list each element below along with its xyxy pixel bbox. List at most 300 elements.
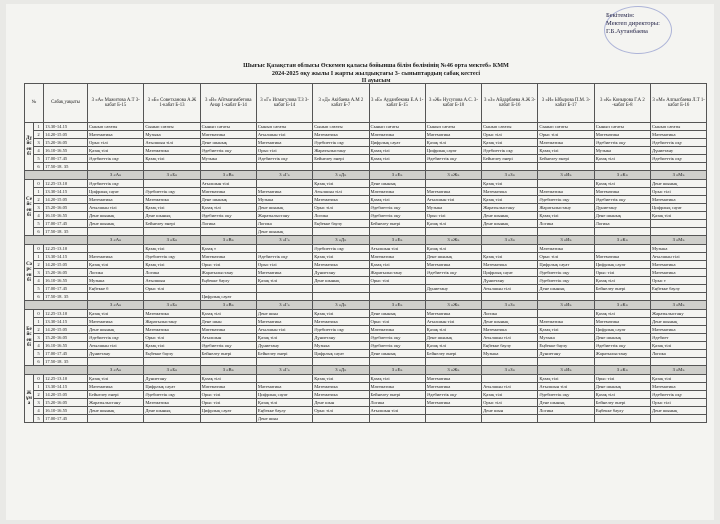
lesson-cell: Қазақ тілі xyxy=(594,277,650,285)
lesson-cell xyxy=(425,293,481,301)
lesson-cell: Әдебиеттік оқу xyxy=(88,155,144,163)
lesson-cell: Орыс тілі xyxy=(144,285,200,293)
lesson-cell xyxy=(650,293,706,301)
subheader-class-label: 3 «Е» xyxy=(369,366,425,375)
lesson-cell: Дене шынық xyxy=(369,180,425,188)
lesson-cell: Әдебиеттік оқу xyxy=(313,139,369,147)
lesson-cell: Математика xyxy=(369,383,425,391)
lesson-time: 16.10-16.55 xyxy=(44,212,88,220)
subheader-class-label: 3 «Е» xyxy=(369,171,425,180)
lesson-cell: Жаратылыстану xyxy=(200,269,256,277)
lesson-cell: Дүниетану xyxy=(313,334,369,342)
lesson-number: 1 xyxy=(34,188,44,196)
lesson-cell: Әдебиеттік оқу xyxy=(256,253,312,261)
lesson-row xyxy=(25,277,707,285)
lesson-number: 4 xyxy=(34,212,44,220)
lesson-cell: Қазақ тілі xyxy=(650,212,706,220)
lesson-cell: Математика xyxy=(425,383,481,391)
lesson-cell: Математика xyxy=(594,188,650,196)
lesson-cell: Әдебиеттік оқу xyxy=(369,342,425,350)
lesson-cell: Математика xyxy=(256,269,312,277)
subheader-class-label: 3 «Д» xyxy=(313,171,369,180)
lesson-cell: Сынып сағаты xyxy=(144,123,200,131)
subheader-class-label: 3 «Г» xyxy=(256,236,312,245)
lesson-cell: Цифрлық сауат xyxy=(482,269,538,277)
lesson-cell: Қазақ тілі xyxy=(144,245,200,253)
lesson-cell: Дене шынық xyxy=(369,310,425,318)
lesson-row xyxy=(25,375,707,383)
lesson-cell: Математика xyxy=(650,269,706,277)
lesson-cell: Бейнелеу өнері xyxy=(594,399,650,407)
lesson-time: 17.50-18. 35 xyxy=(44,163,88,171)
subheader-class-label: 3 «Г» xyxy=(256,301,312,310)
lesson-number: 1 xyxy=(34,318,44,326)
lesson-cell: Дене шынық xyxy=(594,383,650,391)
lesson-cell: Дене шынық xyxy=(482,220,538,228)
lesson-cell: Логика xyxy=(482,310,538,318)
lesson-cell: Логика xyxy=(594,220,650,228)
lesson-cell: Математика xyxy=(538,318,594,326)
lesson-cell xyxy=(200,163,256,171)
lesson-cell: Еңбекке баулу xyxy=(650,285,706,293)
lesson-cell xyxy=(538,358,594,366)
lesson-cell: Дүниетану xyxy=(313,269,369,277)
lesson-cell: Қазақ тілі xyxy=(369,196,425,204)
lesson-number: 3 xyxy=(34,269,44,277)
lesson-cell: Жаратылыстану xyxy=(650,310,706,318)
lesson-cell: Қазақ тілі xyxy=(200,204,256,212)
lesson-cell: Цифрлық сауат xyxy=(200,293,256,301)
lesson-cell: Әдебиеттік оқу xyxy=(313,326,369,334)
lesson-number: 6 xyxy=(34,163,44,171)
subheader-class-label: 3 «Г» xyxy=(256,366,312,375)
col-class-header: 3 «Е» Ауданбекова Е.А 1-кабат Б-15 xyxy=(369,84,425,123)
lesson-cell: Қазақ тілі xyxy=(482,180,538,188)
lesson-cell xyxy=(88,293,144,301)
lesson-row xyxy=(25,318,707,326)
subheader-class-label: 3 «Д» xyxy=(313,366,369,375)
lesson-cell: Математика xyxy=(425,310,481,318)
lesson-number: 4 xyxy=(34,277,44,285)
day-label: Сейсенбі xyxy=(25,180,34,236)
lesson-row xyxy=(25,139,707,147)
subheader-class-label: 3 «З» xyxy=(482,236,538,245)
lesson-cell xyxy=(650,358,706,366)
lesson-cell xyxy=(594,293,650,301)
lesson-cell: Математика xyxy=(256,383,312,391)
lesson-cell: Қазақ тілі xyxy=(594,310,650,318)
lesson-number: 4 xyxy=(34,407,44,415)
lesson-cell: Дене шынық xyxy=(200,139,256,147)
lesson-cell: Дүниетану xyxy=(482,277,538,285)
lesson-cell xyxy=(369,163,425,171)
lesson-cell: Математика xyxy=(313,318,369,326)
lesson-cell xyxy=(425,415,481,423)
schedule-body xyxy=(25,123,707,423)
lesson-row xyxy=(25,285,707,293)
lesson-cell: Сынып сағаты xyxy=(200,123,256,131)
lesson-cell: Қазақ тілі xyxy=(650,375,706,383)
class-subheader-row xyxy=(25,301,707,310)
lesson-cell: Еңбекке баулу xyxy=(313,220,369,228)
lesson-cell xyxy=(369,228,425,236)
lesson-cell: Орыс тілі xyxy=(538,253,594,261)
lesson-cell: Әдебиеттік оқу xyxy=(313,245,369,253)
lesson-cell: Қазақ тілі xyxy=(538,147,594,155)
lesson-cell xyxy=(594,245,650,253)
lesson-cell: Логика xyxy=(313,212,369,220)
lesson-row xyxy=(25,147,707,155)
lesson-cell: Дене шынық xyxy=(88,220,144,228)
lesson-cell xyxy=(650,163,706,171)
lesson-row xyxy=(25,204,707,212)
title-line1: Шығыс Қазақстан облысы Өскемен қаласы бойынша білім бөлімінің №46 орта мектеб» КММ xyxy=(243,62,509,69)
lesson-number: 0 xyxy=(34,180,44,188)
lesson-cell: Дене шын xyxy=(482,407,538,415)
lesson-cell: Дене шынық xyxy=(369,350,425,358)
lesson-cell: Қазақ тілі xyxy=(313,253,369,261)
lesson-cell: Дене шынық xyxy=(88,407,144,415)
lesson-cell: Әдебиеттік оқу xyxy=(144,253,200,261)
lesson-time: 17.50-18. 35 xyxy=(44,228,88,236)
lesson-cell: Орыс тілі xyxy=(200,391,256,399)
subheader-class-label: 3 «И» xyxy=(538,366,594,375)
day-label: Дүйсенбі xyxy=(25,123,34,171)
lesson-cell: Бейнелеу өнері xyxy=(425,350,481,358)
lesson-cell: Математика xyxy=(538,188,594,196)
lesson-time: 15.20-16.05 xyxy=(44,204,88,212)
lesson-cell: Математика xyxy=(650,131,706,139)
lesson-cell: Дене шынық xyxy=(594,212,650,220)
lesson-cell: Математика xyxy=(313,261,369,269)
lesson-cell: Музыка xyxy=(594,147,650,155)
lesson-time: 17.00-17.45 xyxy=(44,220,88,228)
lesson-cell: Математика xyxy=(594,131,650,139)
lesson-row xyxy=(25,293,707,301)
lesson-cell: Логика xyxy=(144,269,200,277)
lesson-cell: Әдебиеттік оқу xyxy=(425,269,481,277)
lesson-cell: Дене шынық xyxy=(144,212,200,220)
lesson-cell: Орыс тілі xyxy=(482,131,538,139)
lesson-cell xyxy=(482,228,538,236)
lesson-cell: Орыс тілі xyxy=(200,261,256,269)
lesson-row xyxy=(25,310,707,318)
lesson-cell: Бейнелеу өнері xyxy=(369,220,425,228)
lesson-cell xyxy=(538,228,594,236)
lesson-cell xyxy=(144,180,200,188)
lesson-cell: Математика xyxy=(650,326,706,334)
lesson-cell: Орыс тілі xyxy=(650,188,706,196)
lesson-cell: Математика xyxy=(369,131,425,139)
lesson-cell: Математика xyxy=(200,253,256,261)
lesson-cell: Әдебиеттік оқу xyxy=(538,269,594,277)
lesson-cell: Орыс тілі xyxy=(594,269,650,277)
lesson-cell: Ағылшын тілі xyxy=(482,285,538,293)
lesson-cell: Дене шынық xyxy=(88,212,144,220)
lesson-cell xyxy=(313,285,369,293)
lesson-cell: Әдебиеттік оқу xyxy=(88,180,144,188)
lesson-cell xyxy=(594,358,650,366)
lesson-cell: Математика xyxy=(88,131,144,139)
lesson-cell xyxy=(256,180,312,188)
subheader-class-label: 3 «Б» xyxy=(144,366,200,375)
lesson-cell xyxy=(369,285,425,293)
lesson-cell xyxy=(425,277,481,285)
lesson-cell: Математика xyxy=(369,188,425,196)
lesson-cell: Дене шынық xyxy=(650,318,706,326)
lesson-cell: Математика xyxy=(313,383,369,391)
lesson-cell: Ағылшын тілі xyxy=(369,407,425,415)
lesson-cell: Музыка xyxy=(482,350,538,358)
subheader-class-label: 3 «Г» xyxy=(256,171,312,180)
lesson-cell xyxy=(313,358,369,366)
lesson-cell xyxy=(144,228,200,236)
lesson-cell: Музыка xyxy=(425,204,481,212)
subheader-blank xyxy=(25,236,88,245)
subheader-class-label: 3 «В» xyxy=(200,171,256,180)
subheader-class-label: 3 «З» xyxy=(482,171,538,180)
subheader-class-label: 3 «И» xyxy=(538,171,594,180)
lesson-cell: Математика xyxy=(369,326,425,334)
lesson-cell: Математика xyxy=(650,196,706,204)
lesson-cell xyxy=(538,163,594,171)
lesson-cell: Цифрлық сауат xyxy=(369,139,425,147)
lesson-row xyxy=(25,212,707,220)
lesson-cell: Логика xyxy=(200,220,256,228)
lesson-cell: Сынып сағаты xyxy=(88,123,144,131)
lesson-row xyxy=(25,326,707,334)
lesson-cell: Математика xyxy=(425,131,481,139)
lesson-cell: Ағылшын тілі xyxy=(256,326,312,334)
lesson-cell: Математика xyxy=(144,310,200,318)
day-label: Сәрсенбі xyxy=(25,245,34,301)
lesson-cell: Қазақ тілі xyxy=(538,375,594,383)
lesson-row xyxy=(25,180,707,188)
lesson-cell xyxy=(425,407,481,415)
lesson-cell: Әдебиеттік оқу xyxy=(482,147,538,155)
lesson-cell: Қазақ тілі xyxy=(482,253,538,261)
lesson-time: 17.00-17.45 xyxy=(44,350,88,358)
lesson-cell: Музыка xyxy=(88,277,144,285)
lesson-cell: Математика xyxy=(144,196,200,204)
lesson-cell: Цифрлық сауат xyxy=(538,261,594,269)
lesson-row xyxy=(25,415,707,423)
lesson-number: 0 xyxy=(34,375,44,383)
lesson-cell: Математика xyxy=(369,253,425,261)
lesson-cell: Математика xyxy=(200,383,256,391)
lesson-cell: Әдебиеттік оқу xyxy=(144,188,200,196)
lesson-number: 5 xyxy=(34,285,44,293)
lesson-cell: Орыс тілі xyxy=(538,131,594,139)
lesson-cell: Әдебиеттік оқу xyxy=(425,155,481,163)
lesson-cell: Сынып сағаты xyxy=(369,123,425,131)
lesson-row xyxy=(25,253,707,261)
lesson-time: 16.10-16.55 xyxy=(44,342,88,350)
lesson-cell xyxy=(594,228,650,236)
lesson-cell: Математика xyxy=(425,375,481,383)
lesson-cell: Музыка xyxy=(256,196,312,204)
lesson-time: 16.10-16.55 xyxy=(44,147,88,155)
lesson-cell: Математика xyxy=(425,261,481,269)
lesson-cell xyxy=(88,163,144,171)
lesson-cell xyxy=(482,415,538,423)
lesson-cell xyxy=(88,228,144,236)
subheader-class-label: 3 «Е» xyxy=(369,236,425,245)
lesson-cell: Дене шынық xyxy=(482,212,538,220)
col-class-header: 3 «М» Алпысбаева Л.Т 1-кабат Б-16 xyxy=(650,84,706,123)
lesson-cell xyxy=(594,415,650,423)
lesson-number: 3 xyxy=(34,139,44,147)
lesson-cell: Цифрлық сауат xyxy=(425,147,481,155)
approval-block xyxy=(606,12,706,36)
lesson-cell: Қазақ тілі xyxy=(88,375,144,383)
lesson-number: 1 xyxy=(34,123,44,131)
lesson-cell xyxy=(256,358,312,366)
lesson-time: 13.30-14.15 xyxy=(44,188,88,196)
lesson-cell: Дүниетану xyxy=(650,147,706,155)
lesson-cell: Әдебиеттік оқу xyxy=(650,155,706,163)
lesson-cell: Қазақ тілі xyxy=(425,139,481,147)
lesson-cell xyxy=(369,293,425,301)
lesson-cell: Қазақ тілі xyxy=(144,155,200,163)
lesson-cell xyxy=(369,415,425,423)
lesson-cell: Дене шынық xyxy=(425,334,481,342)
table-header-row xyxy=(25,84,707,123)
lesson-time: 17.00-17.45 xyxy=(44,155,88,163)
lesson-cell: Математика xyxy=(482,261,538,269)
lesson-cell xyxy=(425,163,481,171)
lesson-cell: Әдебиеттік оқу xyxy=(200,342,256,350)
lesson-cell xyxy=(256,375,312,383)
lesson-cell xyxy=(256,285,312,293)
lesson-number: 6 xyxy=(34,293,44,301)
lesson-cell: Қазақ тілі xyxy=(650,342,706,350)
lesson-row xyxy=(25,163,707,171)
lesson-cell xyxy=(482,358,538,366)
lesson-cell xyxy=(538,415,594,423)
subheader-blank xyxy=(25,301,88,310)
lesson-cell: Дүниетану xyxy=(256,342,312,350)
approval-line1: Бекітемін: xyxy=(606,12,635,19)
lesson-cell: Қазақ тілі xyxy=(256,334,312,342)
lesson-cell: Еңбекке баулу xyxy=(594,407,650,415)
lesson-cell: Жаратылыстану xyxy=(594,350,650,358)
lesson-number: 0 xyxy=(34,310,44,318)
lesson-cell xyxy=(313,415,369,423)
lesson-cell: Қазақ тілі xyxy=(482,139,538,147)
lesson-cell: Жаратылыстану xyxy=(256,212,312,220)
lesson-time: 17.00-17.45 xyxy=(44,415,88,423)
col-class-header: 3 «В» Айтмағамбетова Анар 1-кабат Б-14 xyxy=(200,84,256,123)
lesson-cell: Ағылшын тілі xyxy=(369,245,425,253)
lesson-cell: Ағылшын тілі xyxy=(482,334,538,342)
col-class-header: 3 «Д» Акібаева А.М 2 кабат Б-7 xyxy=(313,84,369,123)
subheader-class-label: 3 «Д» xyxy=(313,236,369,245)
lesson-cell xyxy=(482,293,538,301)
lesson-cell: Математика xyxy=(482,188,538,196)
lesson-cell xyxy=(482,375,538,383)
title-line2: 2024-2025 оқу жылы I жарты жылдықтағы 3- сыныптардың сабақ кестесі xyxy=(271,69,481,77)
lesson-cell: Математика xyxy=(425,188,481,196)
lesson-cell: Ағылшын тілі xyxy=(482,383,538,391)
approval-line2: Мектеп директоры: xyxy=(606,20,660,27)
lesson-cell: Қазақ т xyxy=(200,245,256,253)
col-class-header: 3 «К» Конырова Г.А 2 -кабат Б-8 xyxy=(594,84,650,123)
lesson-cell: Математика xyxy=(144,147,200,155)
subheader-class-label: 3 «Ж» xyxy=(425,171,481,180)
lesson-cell: Ағылшын тілі xyxy=(425,196,481,204)
lesson-cell: Орыс тілі xyxy=(425,212,481,220)
lesson-time: 12.25-13.10 xyxy=(44,310,88,318)
lesson-cell: Еңбекке баулу xyxy=(256,407,312,415)
lesson-cell: Дене шын xyxy=(313,399,369,407)
lesson-cell: Математика xyxy=(256,188,312,196)
lesson-cell: Дене шынық xyxy=(256,204,312,212)
lesson-cell: Математика xyxy=(313,391,369,399)
lesson-cell: Орыс тілі xyxy=(200,399,256,407)
lesson-row xyxy=(25,399,707,407)
lesson-number: 1 xyxy=(34,253,44,261)
lesson-number: 4 xyxy=(34,342,44,350)
lesson-cell: Математика xyxy=(650,261,706,269)
lesson-cell: Математика xyxy=(256,139,312,147)
lesson-cell: Музыка xyxy=(650,245,706,253)
lesson-cell: Бейнелеу өнері xyxy=(144,220,200,228)
lesson-cell: Сынып сағаты xyxy=(594,123,650,131)
lesson-number: 1 xyxy=(34,383,44,391)
lesson-cell: Жаратылыстану xyxy=(313,147,369,155)
lesson-cell: Математика xyxy=(256,318,312,326)
subheader-class-label: 3 «А» xyxy=(88,171,144,180)
lesson-cell: Қазақ тілі xyxy=(369,261,425,269)
lesson-time: 13.30-14.15 xyxy=(44,123,88,131)
subheader-class-label: 3 «М» xyxy=(650,366,706,375)
lesson-cell: Цифрлық сауат xyxy=(88,188,144,196)
lesson-cell: Әдебиеттік оқу xyxy=(369,212,425,220)
subheader-class-label: 3 «Е» xyxy=(369,301,425,310)
lesson-cell: Әдебиеттік оқу xyxy=(200,147,256,155)
lesson-cell: Бейнелеу өнері xyxy=(538,155,594,163)
lesson-cell: Қазақ тілі xyxy=(594,391,650,399)
lesson-cell: Ағылшын тілі xyxy=(88,342,144,350)
lesson-cell: Дүниетану xyxy=(88,350,144,358)
lesson-row xyxy=(25,123,707,131)
lesson-cell xyxy=(88,358,144,366)
col-class-header: 3 «А» Мажитова А.Т 3-кабат Б-15 xyxy=(88,84,144,123)
lesson-cell: Қазақ тілі xyxy=(256,399,312,407)
lesson-cell xyxy=(650,220,706,228)
lesson-cell xyxy=(538,293,594,301)
lesson-cell: Әдебиет xyxy=(650,334,706,342)
lesson-number: 5 xyxy=(34,415,44,423)
lesson-cell xyxy=(425,228,481,236)
subheader-class-label: 3 «М» xyxy=(650,171,706,180)
lesson-number: 2 xyxy=(34,196,44,204)
lesson-cell: Математика xyxy=(313,196,369,204)
lesson-cell: Цифрлық сауат xyxy=(256,391,312,399)
lesson-cell: Цифрлық сауат xyxy=(594,261,650,269)
col-class-header: 3 «Б» Советханова А.Ж 1-кабат Б-13 xyxy=(144,84,200,123)
lesson-cell: Логика xyxy=(538,407,594,415)
lesson-time: 17.50-18. 35 xyxy=(44,293,88,301)
lesson-cell: Әдебиеттік оқу xyxy=(538,196,594,204)
lesson-cell: Дене шынық xyxy=(594,334,650,342)
lesson-time: 14.20-15.05 xyxy=(44,261,88,269)
subheader-class-label: 3 «А» xyxy=(88,236,144,245)
lesson-cell: Қазақ тілі xyxy=(425,245,481,253)
lesson-cell xyxy=(200,228,256,236)
lesson-time: 13.30-14.15 xyxy=(44,318,88,326)
